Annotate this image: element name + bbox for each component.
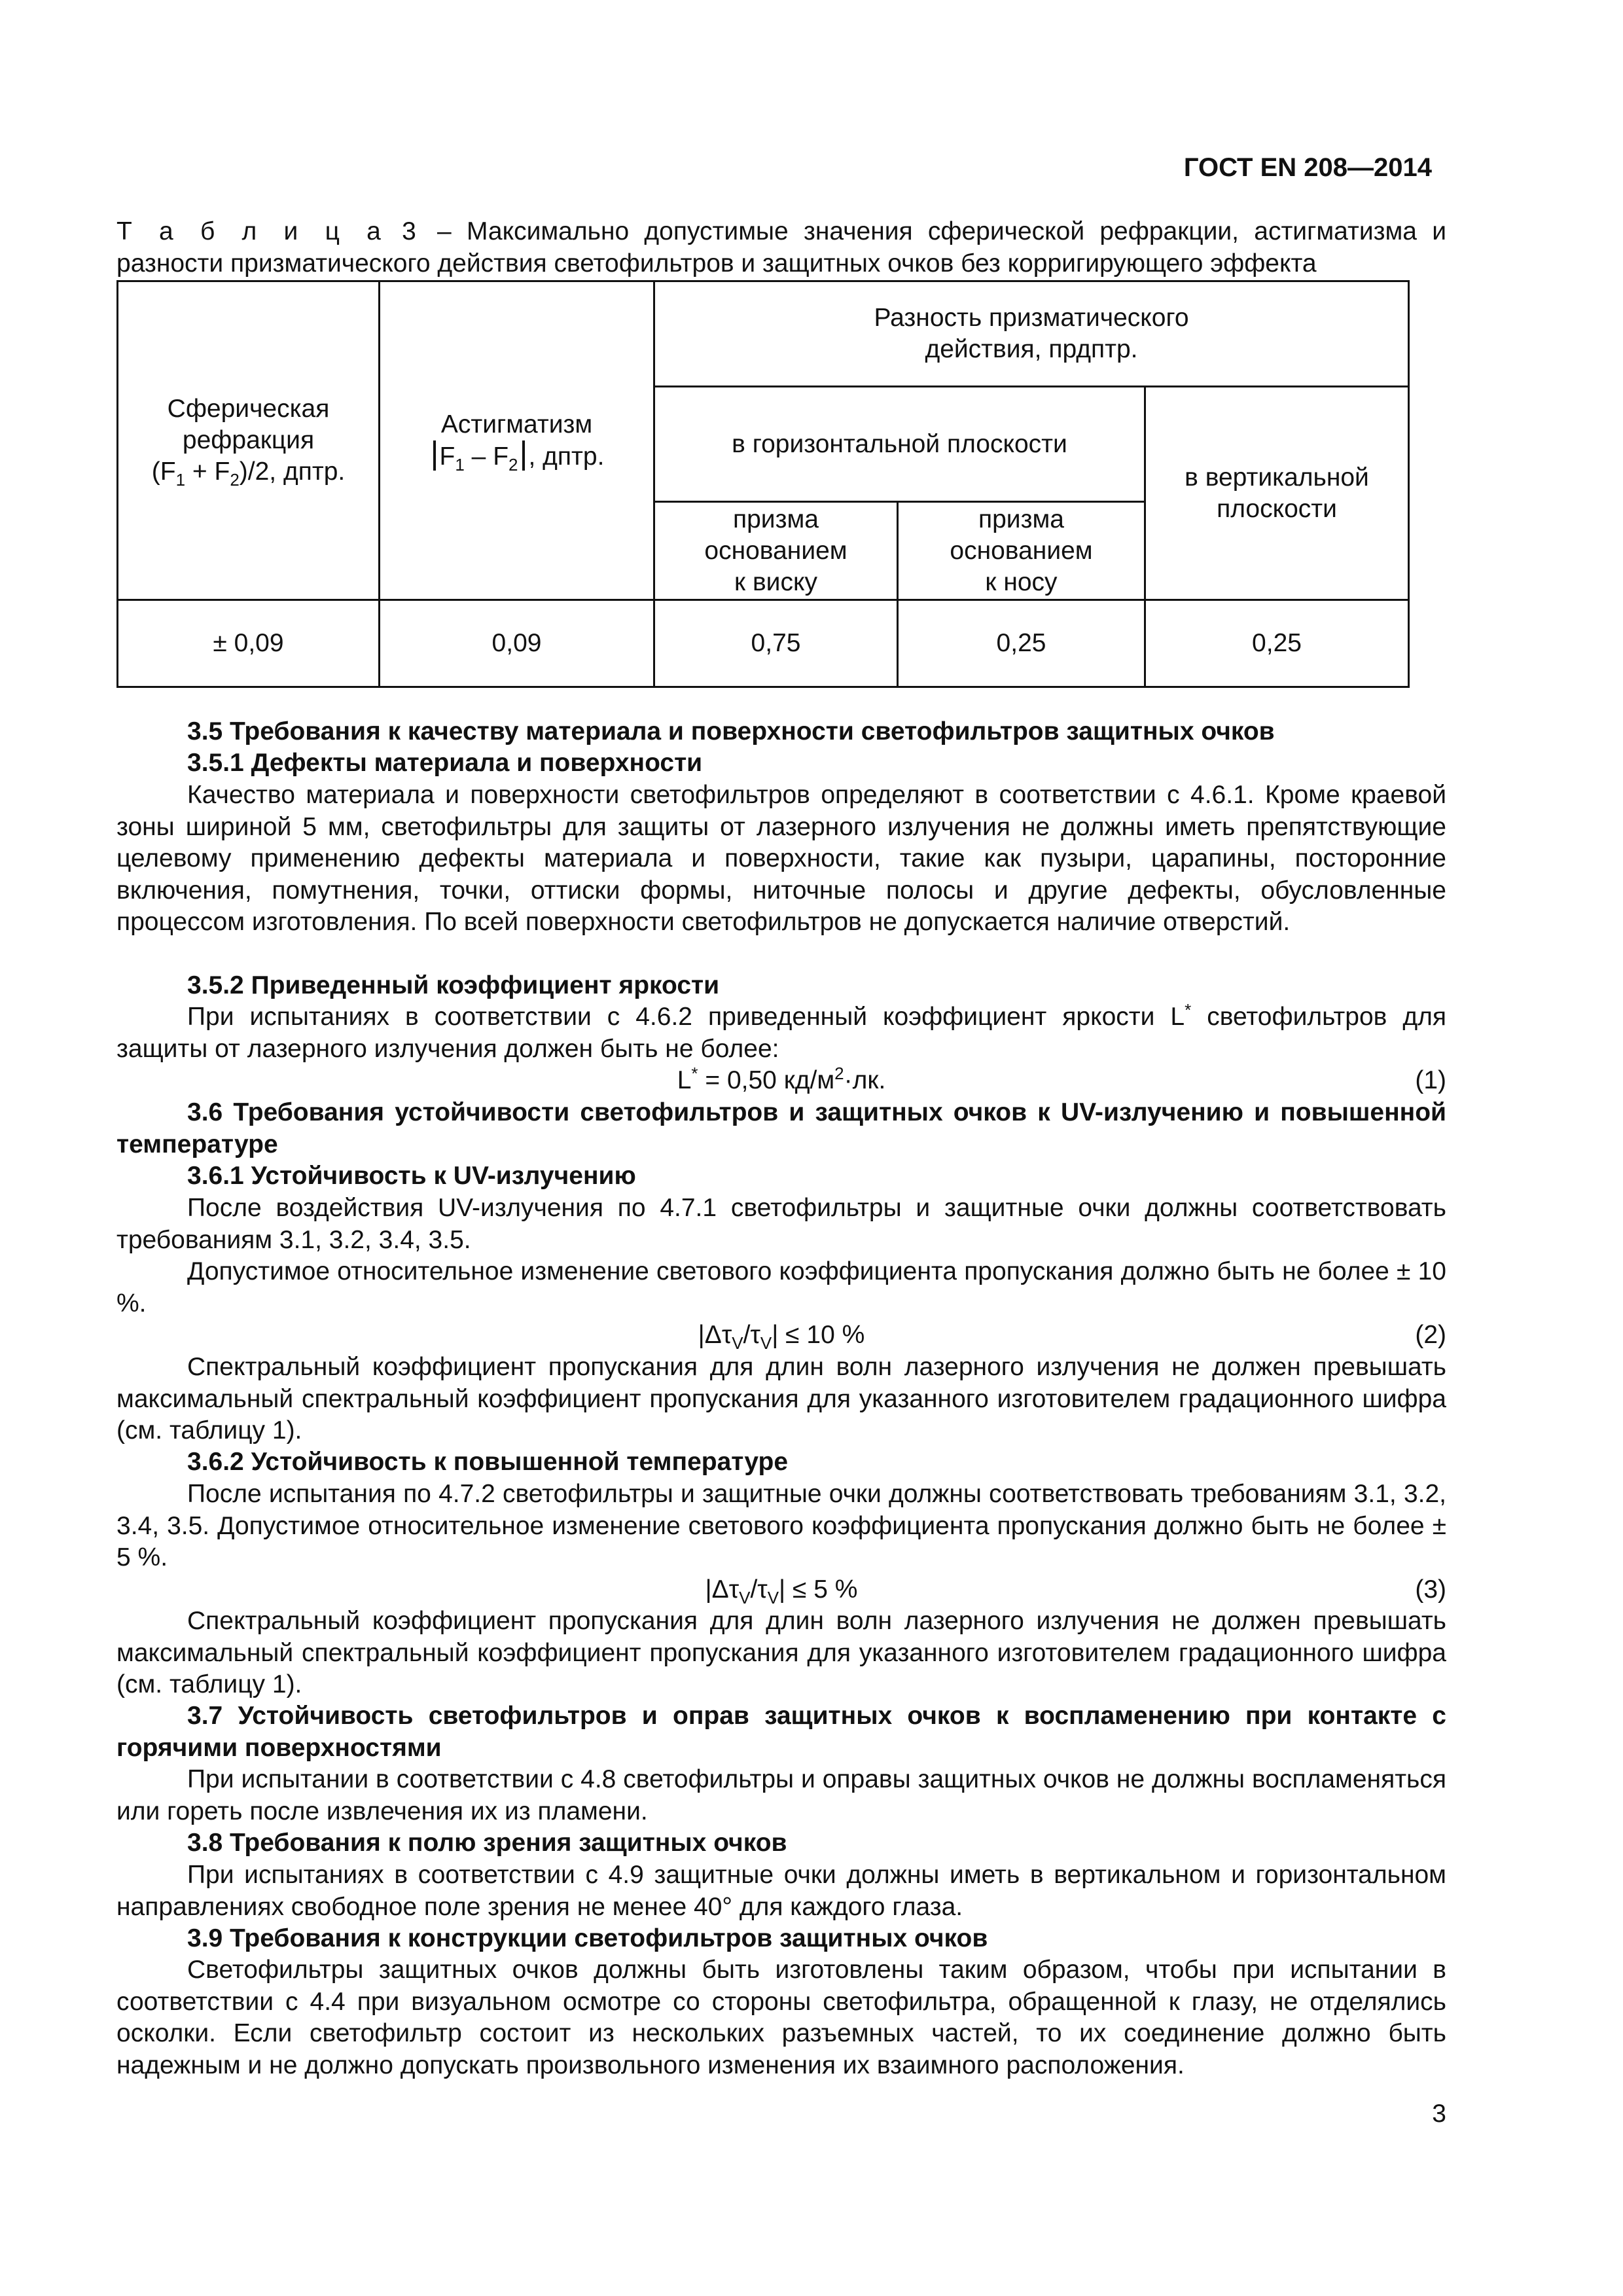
- table-cell: 0,75: [654, 600, 898, 687]
- table-caption-number: 3: [402, 217, 422, 245]
- equation-1-number: (1): [1415, 1066, 1446, 1094]
- table-caption-line2: разности призматического действия светофильтров и защитных очков без корригирующего эффекта: [116, 249, 1317, 278]
- table-caption-line1: – Максимально допустимые значения сферической рефракции, астигматизма и: [437, 217, 1447, 245]
- equation-2: [116, 1319, 1446, 1352]
- section-3-6-heading: 3.6 Требования устойчивости светофильтров и защитных очков к UV-излучению и повышенной температуре: [116, 1098, 1446, 1158]
- table-cell: 0,09: [380, 600, 654, 687]
- table-cell: 0,25: [1145, 600, 1409, 687]
- equation-3-formula: $|\Delta\tau_V/\tau_V| \le 5$ %: [705, 1575, 858, 1607]
- document-id-header: ГОСТ EN 208—2014: [1183, 153, 1432, 182]
- equation-3-number: (3): [1415, 1575, 1446, 1604]
- table-cell: 0,25: [898, 600, 1145, 687]
- abs-bar-right: [522, 440, 525, 471]
- equation-1: [116, 1065, 1446, 1097]
- section-3-7-text: При испытании в соответствии с 4.8 светофильтры и оправы защитных очков не должны воспламеняться или гореть после извлечения их из пламени.: [116, 1765, 1446, 1825]
- section-3-6-2-heading: 3.6.2 Устойчивость к повышенной температуре: [187, 1448, 789, 1476]
- equation-2-formula: $|\Delta\tau_V/\tau_V| \le 10$ %: [698, 1321, 865, 1353]
- section-3-5-2-text: При испытаниях в соответствии с 4.6.2 приведенный коэффициент яркости L* светофильтров для защиты от лазерного излучения должен быть не более:: [116, 1000, 1446, 1063]
- header-prismatic-difference: Разность призматического действия, прдптр.: [654, 281, 1409, 387]
- header-vertical-plane: в вертикальной плоскости: [1145, 387, 1409, 600]
- section-3-6-1-text-3: Спектральный коэффициент пропускания для длин волн лазерного излучения не должен превышать максимальный спектральный коэффициент пропускания для указанного изготовителем градационного шифра (см. таблицу 1).: [116, 1353, 1446, 1444]
- section-3-7-heading: 3.7 Устойчивость светофильтров и оправ защитных очков к воспламенению при контакте с горячими поверхностями: [116, 1702, 1446, 1762]
- page-number: 3: [1432, 2100, 1446, 2128]
- section-3-6-1-text-2: Допустимое относительное изменение светового коэффициента пропускания должно быть не более ± 10 %.: [116, 1257, 1446, 1318]
- equation-2-number: (2): [1415, 1321, 1446, 1349]
- abs-bar-left: [433, 440, 436, 471]
- table-cell: ± 0,09: [118, 600, 380, 687]
- section-3-5-2-heading: 3.5.2 Приведенный коэффициент яркости: [187, 971, 720, 999]
- section-3-5-1-text: Качество материала и поверхности светофильтров определяют в соответствии с 4.6.1. Кроме краевой зоны шириной 5 мм, светофильтры для защиты от лазерного излучения не должны иметь препятствующие целевому применению дефекты материала и поверхности, такие как пузыри, царапины, посторонние включения, помутнения, точки, оттиски формы, ниточные полосы и другие дефекты, обусловленные процессом изготовления. По всей поверхности светофильтров не допускается наличие отверстий.: [116, 781, 1446, 936]
- section-3-8-text: При испытаниях в соответствии с 4.9 защитные очки должны иметь в вертикальном и горизонтальном направлениях свободное поле зрения не менее 40° для каждого глаза.: [116, 1861, 1446, 1921]
- header-prism-base-temple: призма основанием к виску: [654, 502, 898, 600]
- table-caption: [116, 216, 1446, 279]
- equation-3: [116, 1574, 1446, 1606]
- table-row: [118, 600, 1409, 687]
- section-3-9-text: Светофильтры защитных очков должны быть изготовлены таким образом, чтобы при испытании в соответствии с 4.4 при визуальном осмотре со стороны светофильтра, обращенной к глазу, не отделялись осколки. Если светофильтр состоит из нескольких разъемных частей, то их соединение должно быть надежным и не должно допускать произвольного изменения их взаимного расположения.: [116, 1956, 1446, 2079]
- section-3-9-heading: 3.9 Требования к конструкции светофильтров защитных очков: [187, 1924, 988, 1952]
- section-3-6-1-heading: 3.6.1 Устойчивость к UV-излучению: [187, 1162, 636, 1190]
- header-astigmatism: Астигматизм $F_1 - F_2$ , дптр.: [380, 281, 654, 600]
- section-3-5-1-heading: 3.5.1 Дефекты материала и поверхности: [187, 749, 703, 777]
- section-3-8-heading: 3.8 Требования к полю зрения защитных очков: [187, 1829, 787, 1857]
- table-3: [116, 280, 1410, 688]
- equation-1-formula: L* = 0,50 $кд/м^2\cdot лк$.: [677, 1064, 886, 1094]
- section-3-6-1-text-1: После воздействия UV-излучения по 4.7.1 светофильтры и защитные очки должны соответствовать требованиям 3.1, 3.2, 3.4, 3.5.: [116, 1194, 1446, 1254]
- section-3-6-2-text-1: После испытания по 4.7.2 светофильтры и защитные очки должны соответствовать требованиям 3.1, 3.2, 3.4, 3.5. Допустимое относительное изменение светового коэффициента пропускания должно быть не более ± 5 %.: [116, 1480, 1446, 1571]
- header-prism-base-nose: призма основанием к носу: [898, 502, 1145, 600]
- table-caption-label: Т а б л и ц а: [116, 217, 387, 245]
- header-horizontal-plane: в горизонтальной плоскости: [654, 387, 1145, 502]
- section-3-6-2-text-2: Спектральный коэффициент пропускания для длин волн лазерного излучения не должен превышать максимальный спектральный коэффициент пропускания для указанного изготовителем градационного шифра (см. таблицу 1).: [116, 1607, 1446, 1698]
- section-3-5-heading: 3.5 Требования к качеству материала и поверхности светофильтров защитных очков: [187, 717, 1275, 745]
- header-spherical-refraction: Сферическая рефракция $(F_1 + F_2)/2$, дптр.: [118, 281, 380, 600]
